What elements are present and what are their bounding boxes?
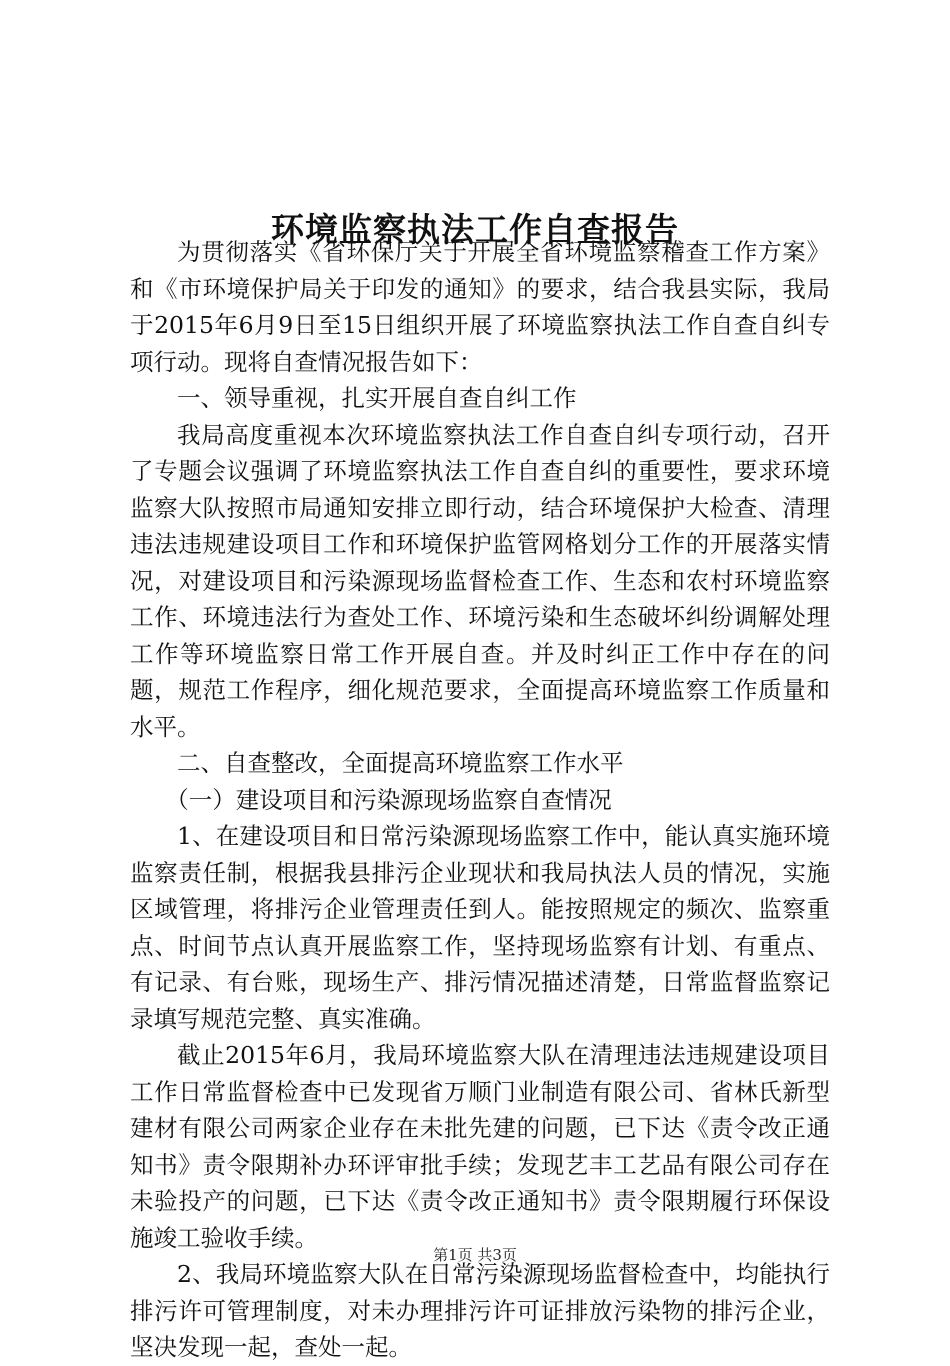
body-paragraph: 截止2015年6月，我局环境监察大队在清理违法违规建设项目工作日常监督检查中已发现省万顺门业制造有限公司、省林氏新型建材有限公司两家企业存在未批先建的问题，已下达《责令改正通知书》责令限期补办环评审批手续；发现艺丰工艺品有限公司存在未验投产的问题，已下达《责令改正通知书》责令限期履行环保设施竣工验收手续。: [130, 1041, 830, 1252]
subsection-heading: （一）建设项目和污染源现场监察自查情况: [165, 785, 612, 814]
document-title: 环境监察执法工作自查报告: [271, 210, 679, 250]
body-paragraph: 1、在建设项目和日常污染源现场监察工作中，能认真实施环境监察责任制，根据我县排污企业现状和我局执法人员的情况，实施区域管理，将排污企业管理责任到人。能按照规定的频次、监察重点、时间节点认真开展监察工作，坚持现场监察有计划、有重点、有记录、有台账，现场生产、排污情况描述清楚，日常监督监察记录填写规范完整、真实准确。: [130, 822, 830, 1033]
document-body: [130, 234, 830, 1366]
page-indicator: 第1页 共3页: [433, 1246, 517, 1264]
body-paragraph: 2、我局环境监察大队在日常污染源现场监督检查中，均能执行排污许可管理制度，对未办理排污许可证排放污染物的排污企业，坚决发现一起，查处一起。: [130, 1260, 830, 1361]
body-paragraph: 我局高度重视本次环境监察执法工作自查自纠专项行动，召开了专题会议强调了环境监察执法工作自查自纠的重要性，要求环境监察大队按照市局通知安排立即行动，结合环境保护大检查、清理违法违规建设项目工作和环境保护监管网格划分工作的开展落实情况，对建设项目和污染源现场监督检查工作、生态和农村环境监察工作、环境违法行为查处工作、环境污染和生态破坏纠纷调解处理工作等环境监察日常工作开展自查。并及时纠正工作中存在的问题，规范工作程序，细化规范要求，全面提高环境监察工作质量和水平。: [130, 420, 830, 741]
section-heading-2: 二、自查整改，全面提高环境监察工作水平: [177, 749, 624, 777]
section-heading-1: 一、领导重视，扎实开展自查自纠工作: [177, 384, 577, 412]
intro-paragraph: 为贯彻落实《省环保厅关于开展全省环境监察稽查工作方案》和《市环境保护局关于印发的通知》的要求，结合我县实际，我局于2015年6月9日至15日组织开展了环境监察执法工作自查自纠专项行动。现将自查情况报告如下：: [130, 238, 830, 376]
